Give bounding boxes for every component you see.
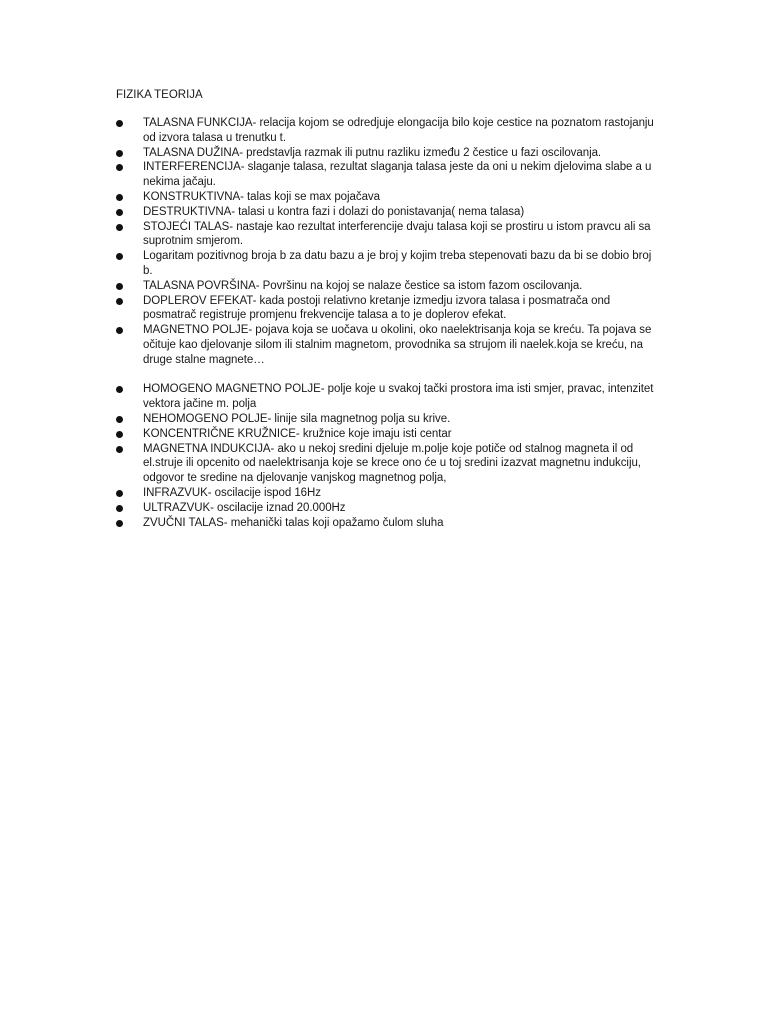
list-item-text: INTERFERENCIJA- slaganje talasa, rezultat slaganja talasa jeste da oni u nekim djelovima slabe a u nekima jačaju. bbox=[143, 161, 652, 189]
list-item bbox=[116, 116, 656, 146]
bullet-icon bbox=[116, 298, 123, 305]
list-item-text: INFRAZVUK- oscilacije ispod 16Hz bbox=[143, 486, 321, 499]
list-item-text: ZVUČNI TALAS- mehanički talas koji opažamo čulom sluha bbox=[143, 516, 444, 529]
list-item bbox=[116, 220, 656, 250]
list-item-text: DOPLEROV EFEKAT- kada postoji relativno kretanje izmedju izvora talasa i posmatrača ond posmatrač registruje promjenu frekvencije talasa a to je doplerov efekat. bbox=[143, 294, 611, 322]
definition-list bbox=[116, 116, 656, 530]
list-item-text: ULTRAZVUK- oscilacije iznad 20.000Hz bbox=[143, 501, 346, 514]
list-item-text: HOMOGENO MAGNETNO POLJE- polje koje u svakoj tački prostora ima isti smjer, pravac, intenzitet vektora jačine m. polja bbox=[143, 383, 654, 411]
list-item bbox=[116, 146, 656, 161]
list-item-text: Logaritam pozitivnog broja b za datu bazu a je broj y kojim treba stepenovati bazu da bi se dobio broj b. bbox=[143, 250, 652, 277]
list-item bbox=[116, 160, 656, 190]
list-item bbox=[116, 294, 656, 324]
bullet-icon bbox=[116, 386, 123, 393]
bullet-icon bbox=[116, 505, 123, 512]
list-item bbox=[116, 382, 656, 412]
list-item bbox=[116, 205, 656, 220]
list-item-text: DESTRUKTIVNA- talasi u kontra fazi i dolazi do ponistavanja( nema talasa) bbox=[143, 205, 525, 218]
list-item bbox=[116, 442, 656, 486]
bullet-icon bbox=[116, 431, 123, 438]
list-item bbox=[116, 427, 656, 442]
list-item bbox=[116, 412, 656, 427]
bullet-icon bbox=[116, 490, 123, 497]
list-item-text: TALASNA POVRŠINA- Površinu na kojoj se nalaze čestice sa istom fazom oscilovanja. bbox=[143, 279, 583, 292]
list-item bbox=[116, 279, 656, 294]
bullet-icon bbox=[116, 164, 123, 171]
list-item bbox=[116, 249, 656, 279]
list-item bbox=[116, 486, 656, 501]
bullet-icon bbox=[116, 209, 123, 216]
bullet-icon bbox=[116, 446, 123, 453]
list-item-text: STOJEĆI TALAS- nastaje kao rezultat interferencije dvaju talasa koji se prostiru u istom pravcu ali sa suprotnim smjerom. bbox=[143, 220, 651, 248]
list-item bbox=[116, 501, 656, 516]
list-item-text: MAGNETNO POLJE- pojava koja se uočava u okolini, oko naelektrisanja koja se kreću. Ta pojava se očituje kao djelovanje silom ili stalnim magnetom, provodnika sa strujom ili naelek.koja se kreću, na druge stalne magnete… bbox=[143, 324, 652, 366]
bullet-icon bbox=[116, 253, 123, 260]
paragraph-gap bbox=[116, 368, 656, 383]
bullet-icon bbox=[116, 327, 123, 334]
document-title: FIZIKA TEORIJA bbox=[116, 89, 203, 101]
list-item-text: KONCENTRIČNE KRUŽNICE- kružnice koje imaju isti centar bbox=[143, 427, 452, 440]
list-item-text: TALASNA FUNKCIJA- relacija kojom se odredjuje elongacija bilo koje cestice na poznatom rastojanju od izvora talasa u trenutku t. bbox=[143, 117, 654, 144]
list-item-text: MAGNETNA INDUKCIJA- ako u nekoj sredini djeluje m.polje koje potiče od stalnog magneta il od el.struje ili opcenito od naelektrisanja koje se krece ono će u toj sredini izazvat magnetnu indukciju, odgovor te sredine na djelovanje vanjskog magnetnog polja, bbox=[143, 442, 641, 485]
bullet-icon bbox=[116, 120, 123, 127]
list-item-text: TALASNA DUŽINA- predstavlja razmak ili putnu razliku između 2 čestice u fazi oscilovanja. bbox=[143, 146, 602, 159]
bullet-icon bbox=[116, 520, 123, 527]
bullet-icon bbox=[116, 416, 123, 423]
bullet-icon bbox=[116, 224, 123, 231]
bullet-icon bbox=[116, 283, 123, 290]
list-item bbox=[116, 516, 656, 531]
bullet-icon bbox=[116, 194, 123, 201]
list-item-text: KONSTRUKTIVNA- talas koji se max pojačava bbox=[143, 190, 380, 203]
list-item-text: NEHOMOGENO POLJE- linije sila magnetnog polja su krive. bbox=[143, 412, 451, 425]
list-item bbox=[116, 190, 656, 205]
bullet-icon bbox=[116, 150, 123, 157]
list-item bbox=[116, 323, 656, 367]
